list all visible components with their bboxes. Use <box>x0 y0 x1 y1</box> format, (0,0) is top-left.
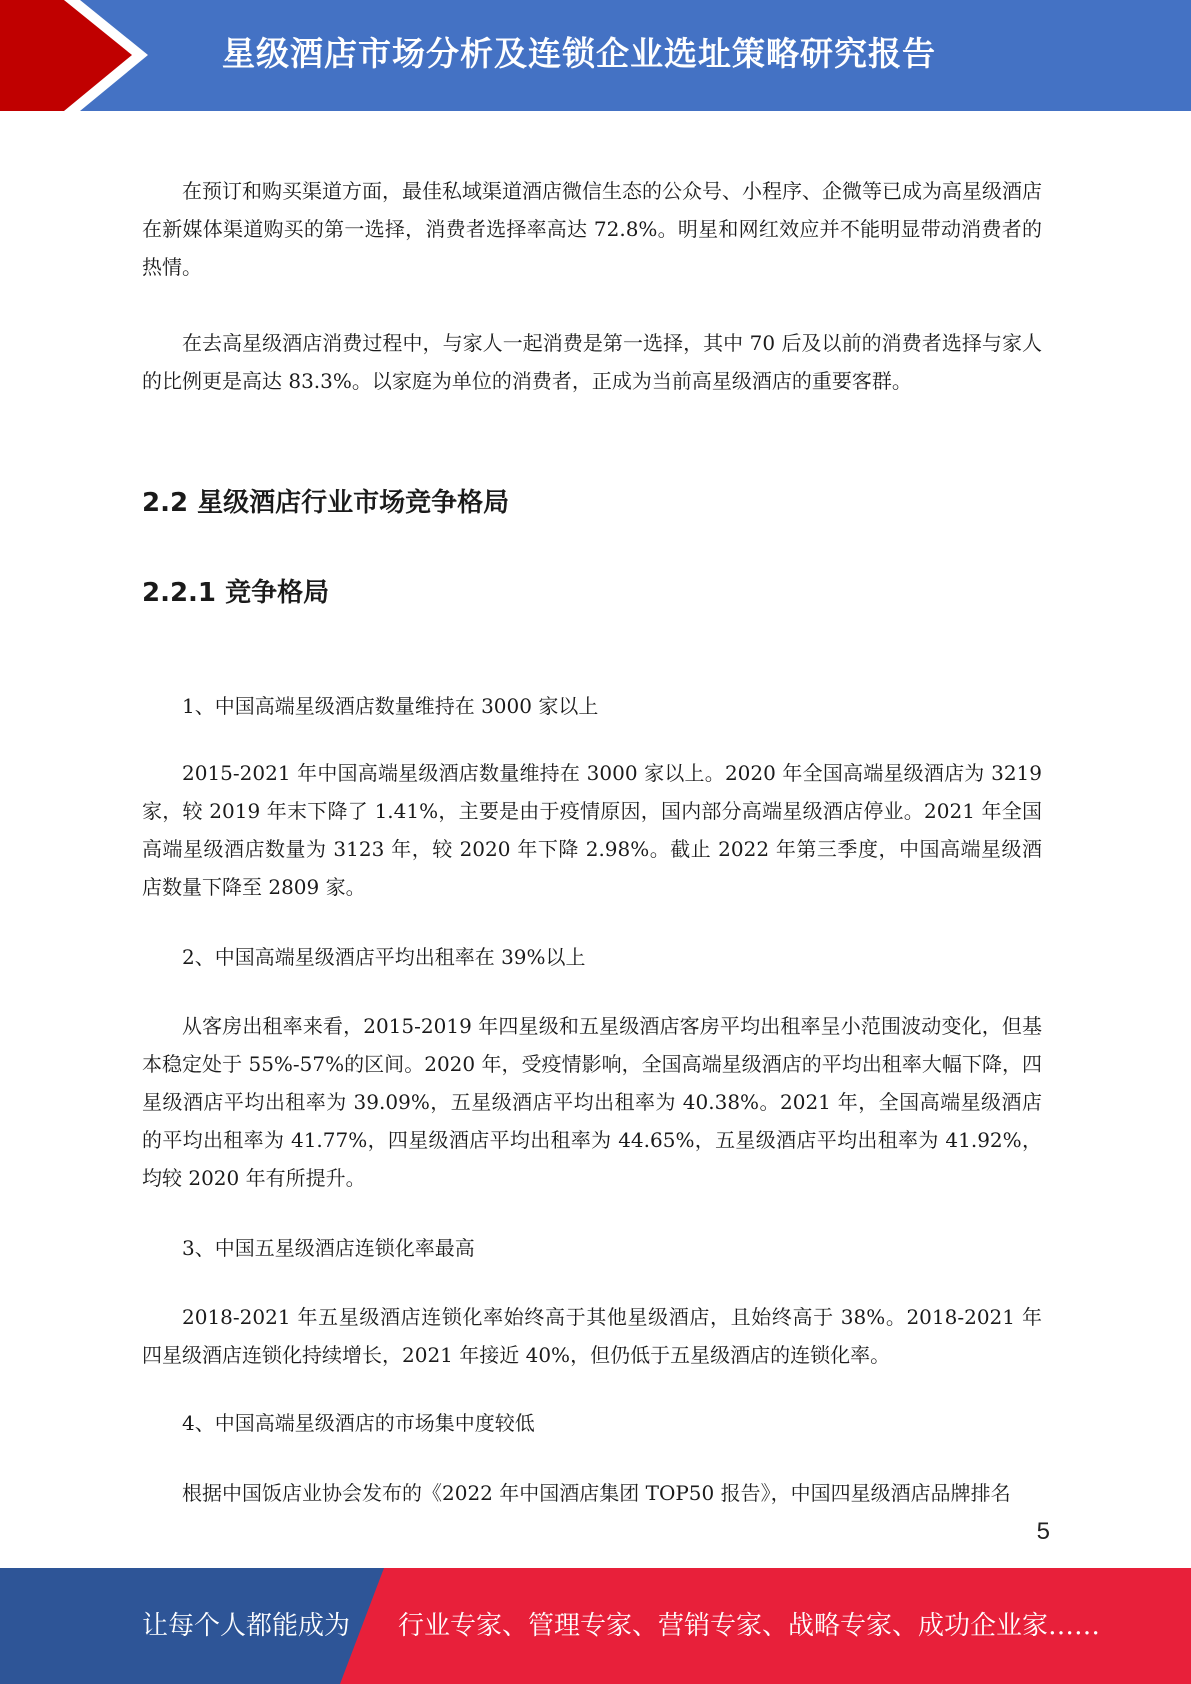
page-footer <box>0 1568 1191 1684</box>
list-item-4: 4、中国高端星级酒店的市场集中度较低 <box>182 1411 535 1435</box>
section-heading-2-2: 2.2 星级酒店行业市场竞争格局 <box>142 488 510 518</box>
page-header <box>0 0 1191 111</box>
section-heading-2-2-1: 2.2.1 竞争格局 <box>142 578 330 608</box>
footer-slogan-right: 行业专家、管理专家、营销专家、战略专家、成功企业家…… <box>398 1611 1101 1641</box>
list-item-2: 2、中国高端星级酒店平均出租率在 39%以上 <box>182 945 586 969</box>
footer-slogan-left: 让每个人都能成为 <box>142 1611 351 1641</box>
paragraph-market-concentration: 根据中国饭店业协会发布的《2022 年中国酒店集团 TOP50 报告》，中国四星级酒店品牌排名 <box>182 1481 1011 1505</box>
paragraph-chain-rate: 2018-2021 年五星级酒店连锁化率始终高于其他星级酒店，且始终高于 38%。2018-2021 年四星级酒店连锁化持续增长，2021 年接近 40%，但仍低于五星级酒店的连锁化率。 <box>142 1305 1042 1367</box>
paragraph-family-consumption: 在去高星级酒店消费过程中，与家人一起消费是第一选择，其中 70 后及以前的消费者选择与家人的比例更是高达 83.3%。以家庭为单位的消费者，正成为当前高星级酒店的重要客群。 <box>142 331 1042 393</box>
list-item-3: 3、中国五星级酒店连锁化率最高 <box>182 1236 475 1260</box>
paragraph-hotel-count: 2015-2021 年中国高端星级酒店数量维持在 3000 家以上。2020 年全国高端星级酒店为 3219 家，较 2019 年末下降了 1.41%，主要是由于疫情原因，国内部分高端星级酒店停业。2021 年全国高端星级酒店数量为 3123 年，较 2020 年下降 2.98%。截止 2022 年第三季度，中国高端星级酒店数量下降至 2809 家。 <box>142 761 1042 899</box>
report-title: 星级酒店市场分析及连锁企业选址策略研究报告 <box>222 34 936 73</box>
page-number: 5 <box>1036 1518 1050 1545</box>
paragraph-booking-channels: 在预订和购买渠道方面，最佳私域渠道酒店微信生态的公众号、小程序、企微等已成为高星级酒店在新媒体渠道购买的第一选择，消费者选择率高达 72.8%。明星和网红效应并不能明显带动消费者的热情。 <box>142 179 1042 279</box>
paragraph-occupancy-rate: 从客房出租率来看，2015-2019 年四星级和五星级酒店客房平均出租率呈小范围波动变化，但基本稳定处于 55%-57%的区间。2020 年，受疫情影响，全国高端星级酒店的平均出租率大幅下降，四星级酒店平均出租率为 39.09%，五星级酒店平均出租率为 40.38%。2021 年，全国高端星级酒店的平均出租率为 41.77%，四星级酒店平均出租率为 44.65%，五星级酒店平均出租率为 41.92%，均较 2020 年有所提升。 <box>142 1014 1042 1190</box>
list-item-1: 1、中国高端星级酒店数量维持在 3000 家以上 <box>182 694 599 718</box>
